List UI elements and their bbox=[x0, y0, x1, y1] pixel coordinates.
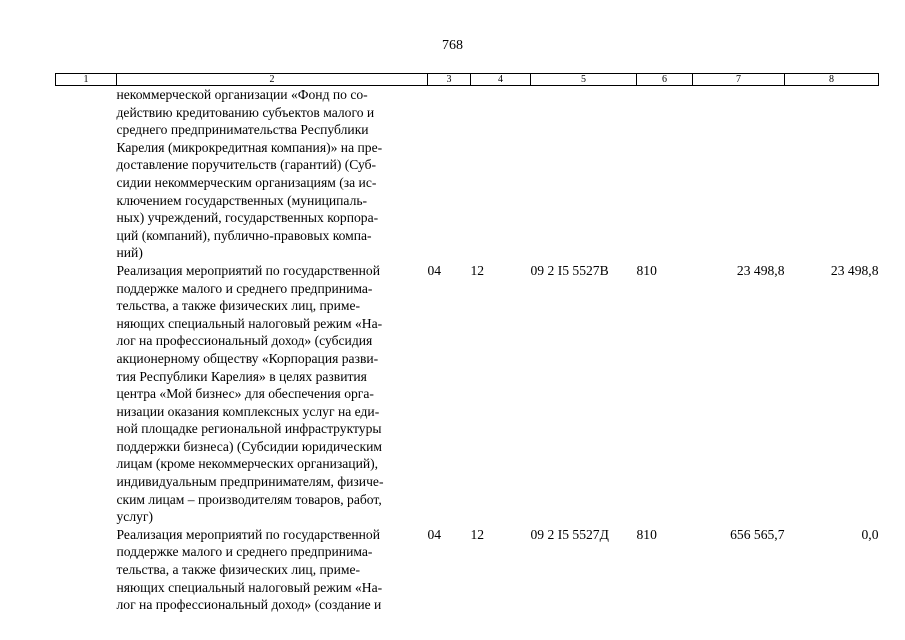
description-line: акционерному обществу «Корпорация разви- bbox=[116, 350, 379, 366]
description-line: ний) bbox=[116, 245, 143, 261]
description-line: лог на профессиональный доход» (создание и bbox=[116, 597, 382, 613]
description-line: действию кредитованию субъектов малого и bbox=[116, 104, 375, 120]
row-expense-type bbox=[637, 86, 693, 262]
row-description bbox=[117, 526, 428, 614]
description-line: центра «Мой бизнес» для обеспечения орга- bbox=[116, 386, 374, 402]
description-line: некоммерческой организации «Фонд по со- bbox=[116, 87, 368, 102]
row-section bbox=[428, 86, 471, 262]
row-description bbox=[117, 262, 428, 526]
row-target-code bbox=[531, 86, 637, 262]
table-row bbox=[56, 526, 879, 614]
description-line: сидии некоммерческим организациям (за ис- bbox=[116, 174, 377, 190]
row-expense-type: 810 bbox=[636, 526, 657, 542]
description-line: среднего предпринимательства Республики bbox=[116, 122, 369, 138]
row-amount-1: 656 565,7 bbox=[730, 526, 785, 542]
description-line: тельства, а также физических лиц, приме- bbox=[116, 562, 361, 578]
row-expense-type: 810 bbox=[636, 262, 657, 278]
row-amount-2: 0,0 bbox=[861, 526, 879, 542]
row-amount-2 bbox=[785, 86, 879, 262]
description-line: няющих специальный налоговый режим «На- bbox=[116, 315, 383, 331]
column-header-1: 1 bbox=[56, 74, 117, 86]
column-header-6: 6 bbox=[637, 74, 693, 86]
description-line: ной площадке региональной инфраструктуры bbox=[116, 421, 382, 437]
description-line: индивидуальным предпринимателям, физиче- bbox=[116, 474, 384, 490]
description-line: ных) учреждений, государственных корпора- bbox=[116, 210, 379, 226]
table-row bbox=[56, 86, 879, 262]
column-header-4: 4 bbox=[471, 74, 531, 86]
description-line: лог на профессиональный доход» (субсидия bbox=[116, 333, 373, 349]
row-subsection bbox=[471, 86, 531, 262]
column-number-header bbox=[56, 74, 879, 86]
row-target-code: 09 2 I5 5527В bbox=[530, 262, 609, 278]
description-line: ским лицам – производителям товаров, работ, bbox=[116, 491, 382, 507]
description-line: Реализация мероприятий по государственной bbox=[116, 526, 380, 542]
description-line: ключением государственных (муниципаль- bbox=[116, 192, 368, 208]
row-blank-cell bbox=[56, 86, 117, 262]
description-line: ций (компаний), публично-правовых компа- bbox=[116, 227, 372, 243]
row-section: 04 bbox=[427, 526, 442, 542]
row-section: 04 bbox=[427, 262, 442, 278]
row-amount-1 bbox=[693, 86, 785, 262]
description-line: поддержке малого и среднего предпринима- bbox=[116, 280, 373, 296]
row-subsection: 12 bbox=[470, 262, 485, 278]
description-line: поддержке малого и среднего предпринима- bbox=[116, 544, 373, 560]
row-amount-1: 23 498,8 bbox=[736, 262, 785, 278]
column-header-5: 5 bbox=[531, 74, 637, 86]
row-target-code: 09 2 I5 5527Д bbox=[530, 526, 609, 542]
column-header-2: 2 bbox=[117, 74, 428, 86]
description-line: доставление поручительств (гарантий) (Суб- bbox=[116, 157, 377, 173]
description-line: Реализация мероприятий по государственной bbox=[116, 262, 380, 278]
description-line: Карелия (микрокредитная компания)» на пре- bbox=[116, 139, 383, 155]
table-row bbox=[56, 262, 879, 526]
row-amount-2: 23 498,8 bbox=[830, 262, 879, 278]
column-header-8: 8 bbox=[785, 74, 879, 86]
page-number: 768 bbox=[442, 38, 463, 53]
column-header-7: 7 bbox=[693, 74, 785, 86]
row-description bbox=[117, 86, 428, 262]
description-line: низации оказания комплексных услуг на еди- bbox=[116, 403, 380, 419]
description-line: тия Республики Карелия» в целях развития bbox=[116, 368, 367, 384]
column-header-3: 3 bbox=[428, 74, 471, 86]
description-line: услуг) bbox=[116, 509, 154, 525]
description-line: поддержки бизнеса) (Субсидии юридическим bbox=[116, 438, 382, 454]
description-line: няющих специальный налоговый режим «На- bbox=[116, 579, 383, 595]
row-blank-cell bbox=[56, 526, 117, 614]
row-subsection: 12 bbox=[470, 526, 485, 542]
row-blank-cell bbox=[56, 262, 117, 526]
description-line: тельства, а также физических лиц, приме- bbox=[116, 298, 361, 314]
description-line: лицам (кроме некоммерческих организаций), bbox=[116, 456, 379, 472]
budget-table bbox=[55, 73, 879, 614]
